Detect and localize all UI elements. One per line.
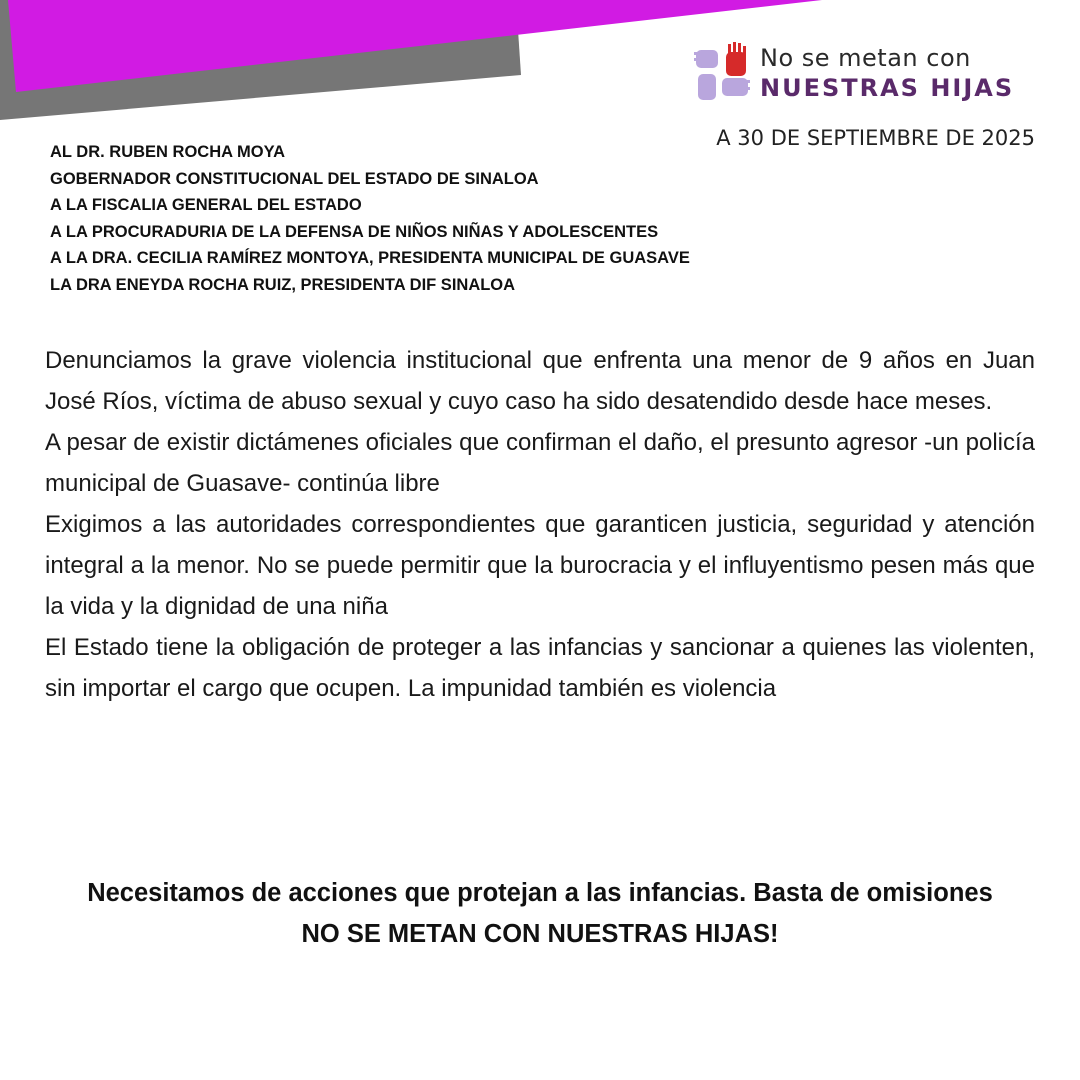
body-paragraph: Exigimos a las autoridades correspondientes que garanticen justicia, seguridad y atención integral a la menor. No se puede permitir que la burocracia y el influyentismo pesen más que la vida y la dignidad de una niña [45,511,1035,620]
logo-line-2: NUESTRAS HIJAS [760,74,1015,102]
addressee-line: LA DRA ENEYDA ROCHA RUIZ, PRESIDENTA DIF SINALOA [50,275,516,294]
addressee-block [50,139,690,298]
addressee-line: AL DR. RUBEN ROCHA MOYA [50,143,285,161]
closing-line: Necesitamos de acciones que protejan a las infancias. Basta de omisiones [87,879,993,907]
logo-line-1: No se metan con [760,44,971,72]
letter-date: A 30 DE SEPTIEMBRE DE 2025 [716,126,1035,150]
addressee-line: A LA DRA. CECILIA RAMÍREZ MONTOYA, PRESIDENTA MUNICIPAL DE GUASAVE [50,249,690,267]
body-paragraph: A pesar de existir dictámenes oficiales que confirman el daño, el presunto agresor -un policía municipal de Guasave- continúa libre [45,429,1035,497]
logo [694,42,1014,104]
letter-body [45,340,1035,709]
addressee-line: GOBERNADOR CONSTITUCIONAL DEL ESTADO DE SINALOA [50,169,539,188]
closing-statement [45,873,1035,955]
closing-slogan: NO SE METAN CON NUESTRAS HIJAS! [301,920,779,948]
hands-icon [694,42,750,104]
addressee-line: A LA PROCURADURIA DE LA DEFENSA DE NIÑOS NIÑAS Y ADOLESCENTES [50,222,659,241]
body-paragraph: El Estado tiene la obligación de proteger a las infancias y sancionar a quienes las violenten, sin importar el cargo que ocupen. La impunidad también es violencia [45,634,1035,702]
addressee-line: A LA FISCALIA GENERAL DEL ESTADO [50,196,362,214]
body-paragraph: Denunciamos la grave violencia institucional que enfrenta una menor de 9 años en Juan José Ríos, víctima de abuso sexual y cuyo caso ha sido desatendido desde hace meses. [45,347,1035,415]
